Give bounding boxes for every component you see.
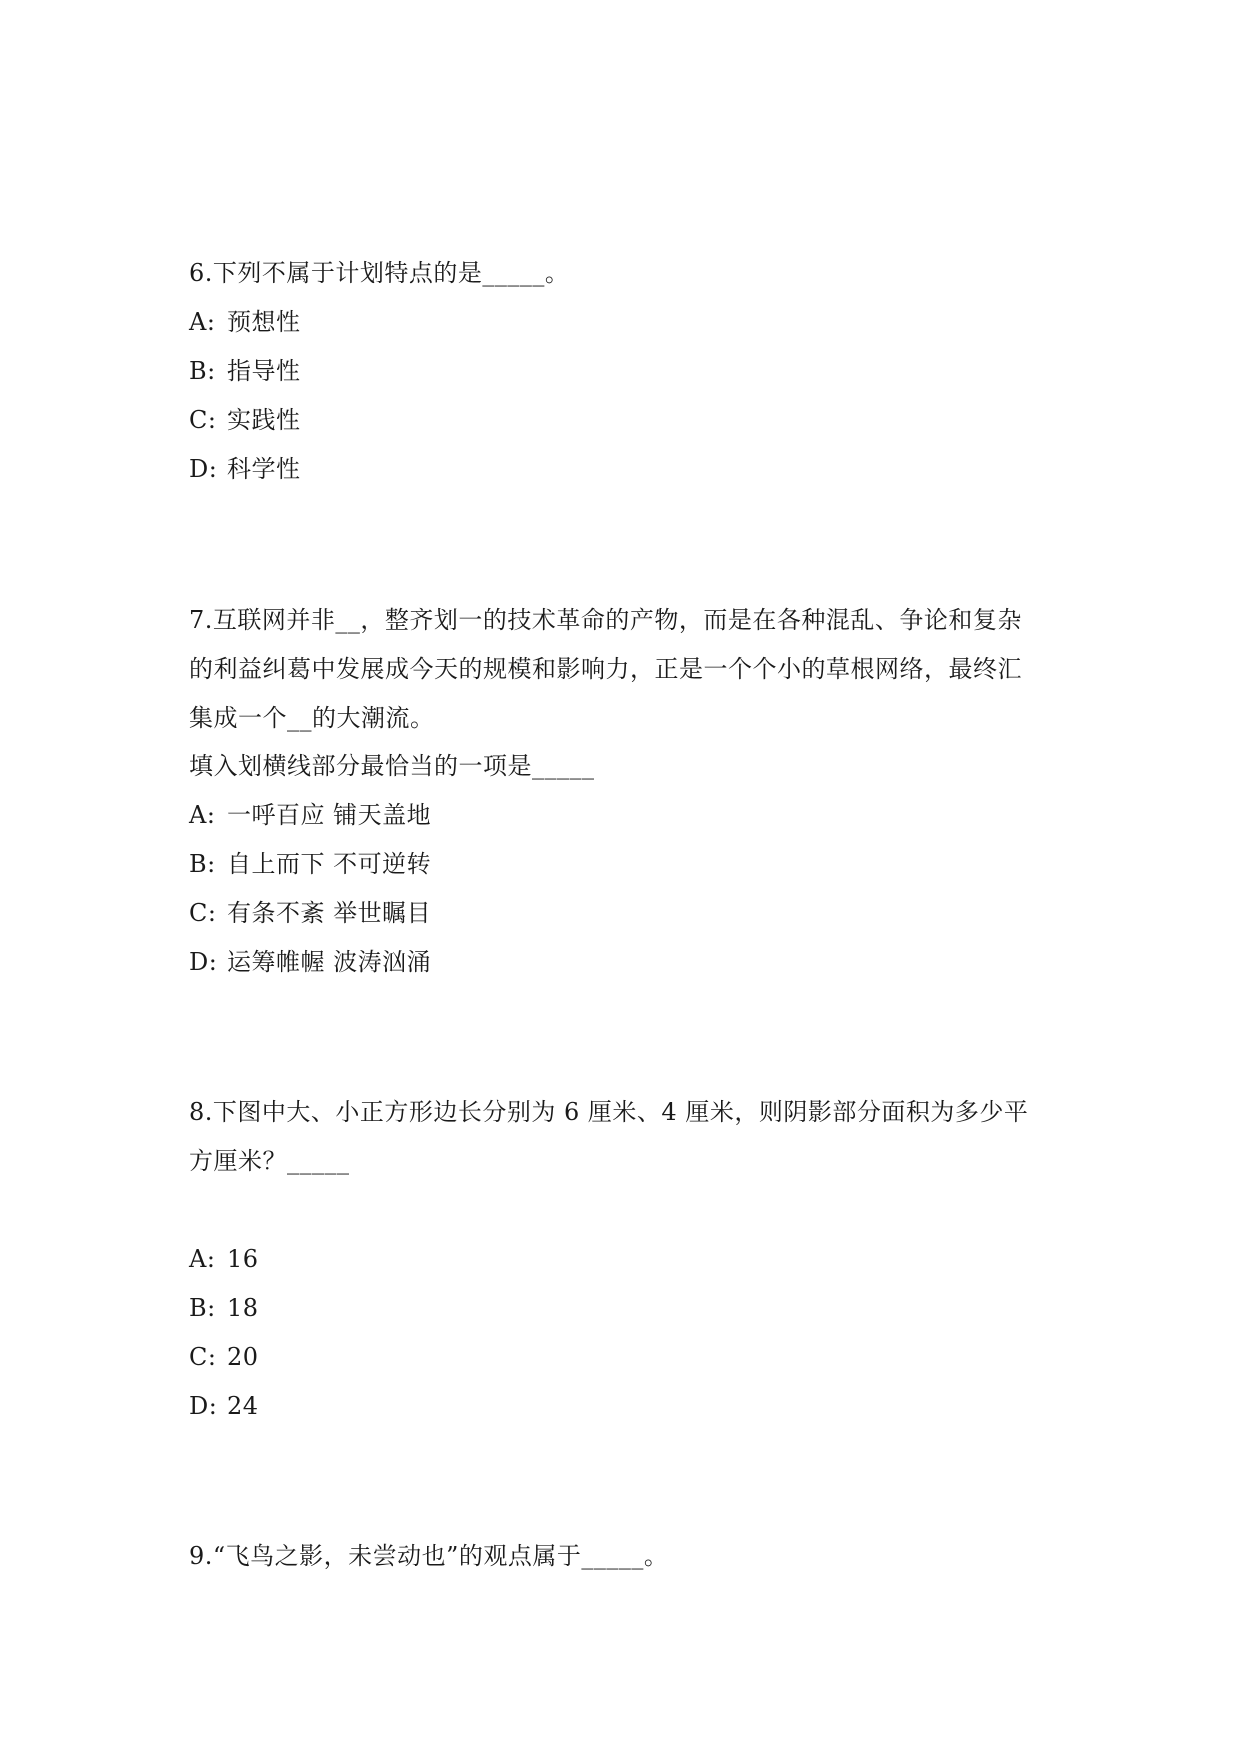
option-letter: C:: [189, 1343, 217, 1371]
option-letter: B:: [189, 850, 216, 878]
option-text: 预想性: [227, 308, 301, 336]
option-letter: C:: [189, 406, 217, 434]
question-9-stem: 9.“飞鸟之影，未尝动也”的观点属于_____。: [189, 1542, 669, 1570]
option-letter: A:: [189, 308, 216, 336]
question-8-stem-line-2: 方厘米？_____: [189, 1147, 350, 1175]
question-6-option-c: [189, 396, 301, 445]
option-text: 24: [227, 1392, 259, 1420]
option-text: 指导性: [227, 357, 301, 385]
option-text: 20: [227, 1343, 259, 1371]
question-6-option-b: [189, 347, 301, 396]
option-text: 运筹帷幄 波涛汹涌: [227, 948, 432, 976]
question-6-option-d: [189, 445, 301, 494]
option-letter: A:: [189, 1245, 216, 1273]
option-letter: A:: [189, 801, 216, 829]
question-7-stem-line-4: 填入划横线部分最恰当的一项是_____: [189, 752, 595, 780]
question-8-option-a: [189, 1235, 259, 1284]
question-7-option-b: [189, 840, 431, 889]
question-8-option-d: [189, 1382, 259, 1431]
option-letter: B:: [189, 357, 216, 385]
option-letter: B:: [189, 1294, 216, 1322]
question-7-option-d: [189, 938, 431, 987]
question-8-stem-line-1: 8.下图中大、小正方形边长分别为 6 厘米、4 厘米，则阴影部分面积为多少平: [189, 1098, 1029, 1126]
option-letter: D:: [189, 1392, 218, 1420]
option-text: 18: [227, 1294, 259, 1322]
question-7-stem-line-2: 的利益纠葛中发展成今天的规模和影响力，正是一个个小的草根网络，最终汇: [189, 655, 1022, 683]
option-text: 有条不紊 举世瞩目: [227, 899, 432, 927]
option-text: 16: [227, 1245, 259, 1273]
question-6-stem: 6.下列不属于计划特点的是_____。: [189, 259, 570, 287]
question-8-option-c: [189, 1333, 259, 1382]
question-8-option-b: [189, 1284, 259, 1333]
option-text: 一呼百应 铺天盖地: [227, 801, 432, 829]
option-text: 实践性: [227, 406, 301, 434]
option-letter: D:: [189, 948, 218, 976]
option-letter: D:: [189, 455, 218, 483]
option-text: 科学性: [227, 455, 301, 483]
question-7-stem-line-3: 集成一个__的大潮流。: [189, 704, 435, 732]
question-7-option-a: [189, 791, 431, 840]
question-7-stem-line-1: 7.互联网并非__，整齐划一的技术革命的产物，而是在各种混乱、争论和复杂: [189, 606, 1022, 634]
question-7-option-c: [189, 889, 431, 938]
option-text: 自上而下 不可逆转: [227, 850, 432, 878]
option-letter: C:: [189, 899, 217, 927]
question-6-option-a: [189, 298, 301, 347]
